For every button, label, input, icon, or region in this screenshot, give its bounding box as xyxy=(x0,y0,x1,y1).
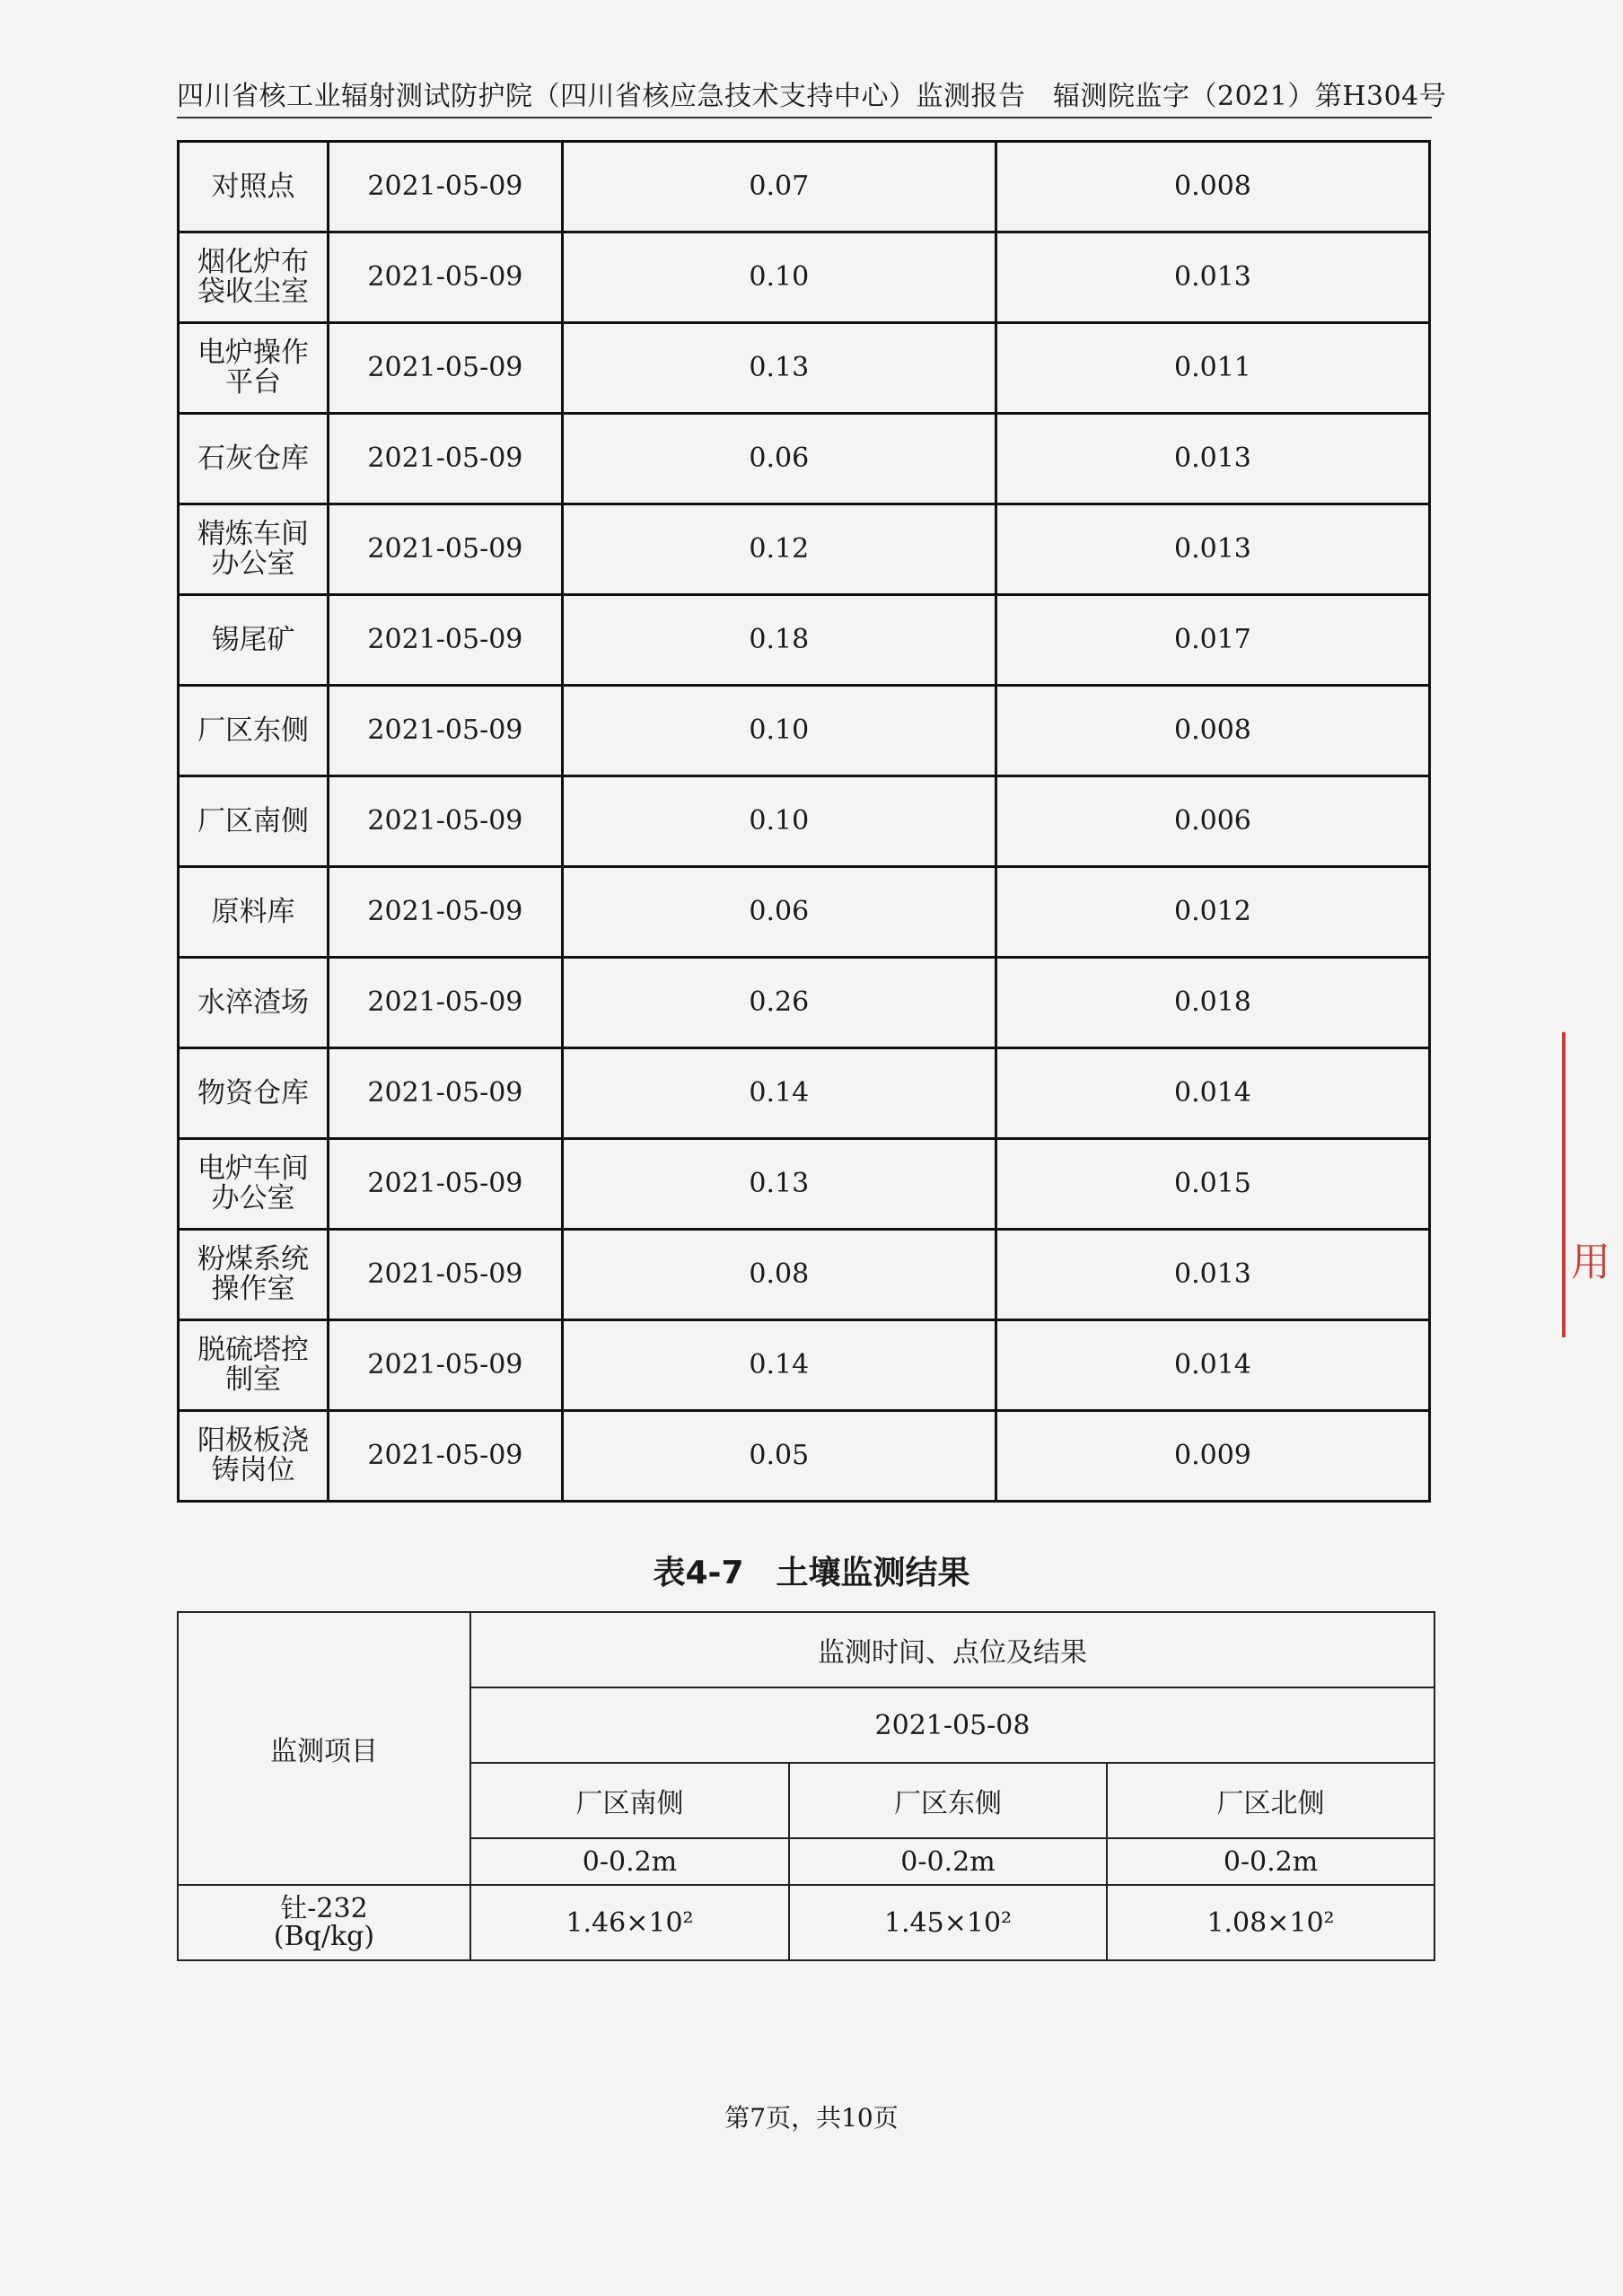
seal-stamp-text: 用 xyxy=(1571,1240,1610,1285)
item-header: 监测项目 xyxy=(178,1612,470,1885)
report-header: 四川省核工业辐射测试防护院（四川省核应急技术支持中心）监测报告 辐测院监字（2021）第H304号 xyxy=(177,81,1447,112)
location-cell: 粉煤系统操作室 xyxy=(179,1230,329,1320)
depth-south: 0-0.2m xyxy=(470,1838,789,1885)
location-cell: 厂区南侧 xyxy=(179,776,329,867)
value1-cell: 0.10 xyxy=(562,686,996,776)
value-east: 1.45×10² xyxy=(789,1885,1107,1960)
location-cell: 精炼车间办公室 xyxy=(179,504,329,595)
soil-results-table xyxy=(177,1611,1435,1961)
soil-result-row xyxy=(178,1885,1434,1960)
location-cell: 原料库 xyxy=(179,867,329,958)
value-south: 1.46×10² xyxy=(470,1885,789,1960)
date-cell: 2021-05-09 xyxy=(329,232,563,323)
value1-cell: 0.10 xyxy=(562,232,996,323)
soil-table-caption: 表4-7 土壤监测结果 xyxy=(653,1555,970,1591)
radiation-table-body xyxy=(179,142,1430,1502)
date-cell: 2021-05-09 xyxy=(329,1230,563,1320)
table-row xyxy=(179,1320,1430,1411)
point-east: 厂区东侧 xyxy=(789,1763,1107,1838)
location-cell: 对照点 xyxy=(179,142,329,232)
table-row xyxy=(179,232,1430,323)
table-row xyxy=(179,1411,1430,1502)
item-unit: (Bq/kg) xyxy=(273,1921,375,1952)
header-rule xyxy=(177,117,1432,118)
value1-cell: 0.07 xyxy=(562,142,996,232)
value2-cell: 0.015 xyxy=(996,1139,1429,1230)
value1-cell: 0.05 xyxy=(562,1411,996,1502)
table-row xyxy=(179,686,1430,776)
value2-cell: 0.013 xyxy=(996,504,1429,595)
date-cell: 2021-05-09 xyxy=(329,686,563,776)
page-number: 第7页，共10页 xyxy=(724,2103,899,2133)
date-cell: 2021-05-09 xyxy=(329,142,563,232)
table-row xyxy=(179,867,1430,958)
table-row xyxy=(179,414,1430,504)
value1-cell: 0.06 xyxy=(562,414,996,504)
value1-cell: 0.13 xyxy=(562,323,996,414)
value1-cell: 0.10 xyxy=(562,776,996,867)
location-cell: 厂区东侧 xyxy=(179,686,329,776)
location-cell: 脱硫塔控制室 xyxy=(179,1320,329,1411)
value1-cell: 0.26 xyxy=(562,958,996,1048)
sampling-date: 2021-05-08 xyxy=(470,1687,1434,1763)
value2-cell: 0.012 xyxy=(996,867,1429,958)
group-header: 监测时间、点位及结果 xyxy=(470,1612,1434,1687)
location-cell: 烟化炉布袋收尘室 xyxy=(179,232,329,323)
value2-cell: 0.013 xyxy=(996,232,1429,323)
value2-cell: 0.018 xyxy=(996,958,1429,1048)
location-cell: 阳极板浇铸岗位 xyxy=(179,1411,329,1502)
value2-cell: 0.011 xyxy=(996,323,1429,414)
table-row xyxy=(179,595,1430,686)
location-cell: 物资仓库 xyxy=(179,1048,329,1139)
table-row xyxy=(179,323,1430,414)
depth-east: 0-0.2m xyxy=(789,1838,1107,1885)
value1-cell: 0.14 xyxy=(562,1048,996,1139)
date-cell: 2021-05-09 xyxy=(329,867,563,958)
location-cell: 电炉操作平台 xyxy=(179,323,329,414)
point-north: 厂区北侧 xyxy=(1107,1763,1434,1838)
value1-cell: 0.18 xyxy=(562,595,996,686)
value2-cell: 0.008 xyxy=(996,142,1429,232)
date-cell: 2021-05-09 xyxy=(329,1139,563,1230)
date-cell: 2021-05-09 xyxy=(329,958,563,1048)
table-row xyxy=(179,958,1430,1048)
value2-cell: 0.008 xyxy=(996,686,1429,776)
table-row xyxy=(179,1230,1430,1320)
radiation-results-table xyxy=(177,140,1431,1503)
table-row xyxy=(179,142,1430,232)
value1-cell: 0.13 xyxy=(562,1139,996,1230)
location-cell: 水淬渣场 xyxy=(179,958,329,1048)
value2-cell: 0.017 xyxy=(996,595,1429,686)
value1-cell: 0.06 xyxy=(562,867,996,958)
value1-cell: 0.14 xyxy=(562,1320,996,1411)
date-cell: 2021-05-09 xyxy=(329,1320,563,1411)
date-cell: 2021-05-09 xyxy=(329,1411,563,1502)
value1-cell: 0.08 xyxy=(562,1230,996,1320)
date-cell: 2021-05-09 xyxy=(329,323,563,414)
date-cell: 2021-05-09 xyxy=(329,1048,563,1139)
value2-cell: 0.014 xyxy=(996,1048,1429,1139)
location-cell: 锡尾矿 xyxy=(179,595,329,686)
item-name-cell xyxy=(178,1885,470,1960)
value2-cell: 0.009 xyxy=(996,1411,1429,1502)
date-cell: 2021-05-09 xyxy=(329,776,563,867)
table-row xyxy=(179,1139,1430,1230)
item-name: 钍-232 xyxy=(280,1892,368,1924)
table-row xyxy=(179,1048,1430,1139)
depth-north: 0-0.2m xyxy=(1107,1838,1434,1885)
table-row xyxy=(179,504,1430,595)
date-cell: 2021-05-09 xyxy=(329,414,563,504)
location-cell: 电炉车间办公室 xyxy=(179,1139,329,1230)
point-south: 厂区南侧 xyxy=(470,1763,789,1838)
value1-cell: 0.12 xyxy=(562,504,996,595)
value2-cell: 0.013 xyxy=(996,414,1429,504)
seal-stamp xyxy=(1562,1032,1623,1337)
soil-header-row xyxy=(178,1612,1434,1687)
value2-cell: 0.014 xyxy=(996,1320,1429,1411)
value2-cell: 0.013 xyxy=(996,1230,1429,1320)
location-cell: 石灰仓库 xyxy=(179,414,329,504)
date-cell: 2021-05-09 xyxy=(329,504,563,595)
value2-cell: 0.006 xyxy=(996,776,1429,867)
date-cell: 2021-05-09 xyxy=(329,595,563,686)
value-north: 1.08×10² xyxy=(1107,1885,1434,1960)
table-row xyxy=(179,776,1430,867)
